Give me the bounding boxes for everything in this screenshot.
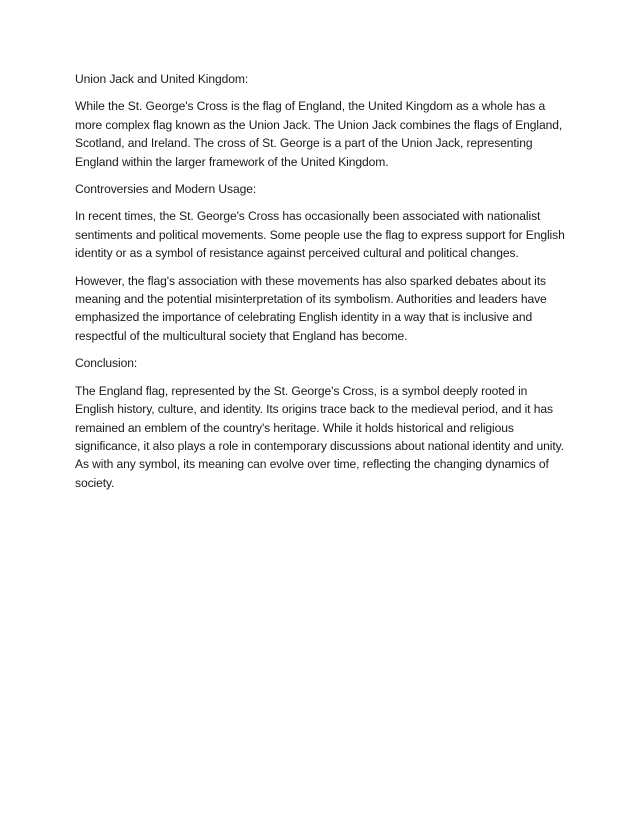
section-heading: Union Jack and United Kingdom:: [75, 72, 249, 86]
section-conclusion: [75, 354, 566, 492]
section-heading: Conclusion:: [75, 356, 138, 371]
paragraph: While the St. George's Cross is the flag of England, the United Kingdom as a whole has a more complex flag known as the Union Jack. The Union Jack combines the flags of England, Scotland, and Ireland. The cross of St. George is a part of the Union Jack, representing England within the larger framework of the United Kingdom.: [75, 99, 563, 169]
section-union-jack: [75, 70, 566, 171]
section-controversies: [75, 180, 566, 345]
paragraph: In recent times, the St. George's Cross has occasionally been associated with nationalist sentiments and political movements. Some people use the flag to express support for English identity or as a symbol of resistance against perceived cultural and political changes.: [75, 209, 565, 261]
paragraph: The England flag, represented by the St. George's Cross, is a symbol deeply rooted in English history, culture, and identity. Its origins trace back to the medieval period, and it has remained an emblem of the country's heritage. While it holds historical and religious significance, it also plays a role in contemporary discussions about national identity and unity. As with any symbol, its meaning can evolve over time, reflecting the changing dynamics of society.: [75, 383, 564, 490]
section-heading: Controversies and Modern Usage:: [75, 182, 257, 197]
paragraph: However, the flag's association with these movements has also sparked debates about its meaning and the potential misinterpretation of its symbolism. Authorities and leaders have emphasized the importance of celebrating English identity in a way that is inclusive and respectful of the multicultural society that England has become.: [75, 273, 547, 343]
